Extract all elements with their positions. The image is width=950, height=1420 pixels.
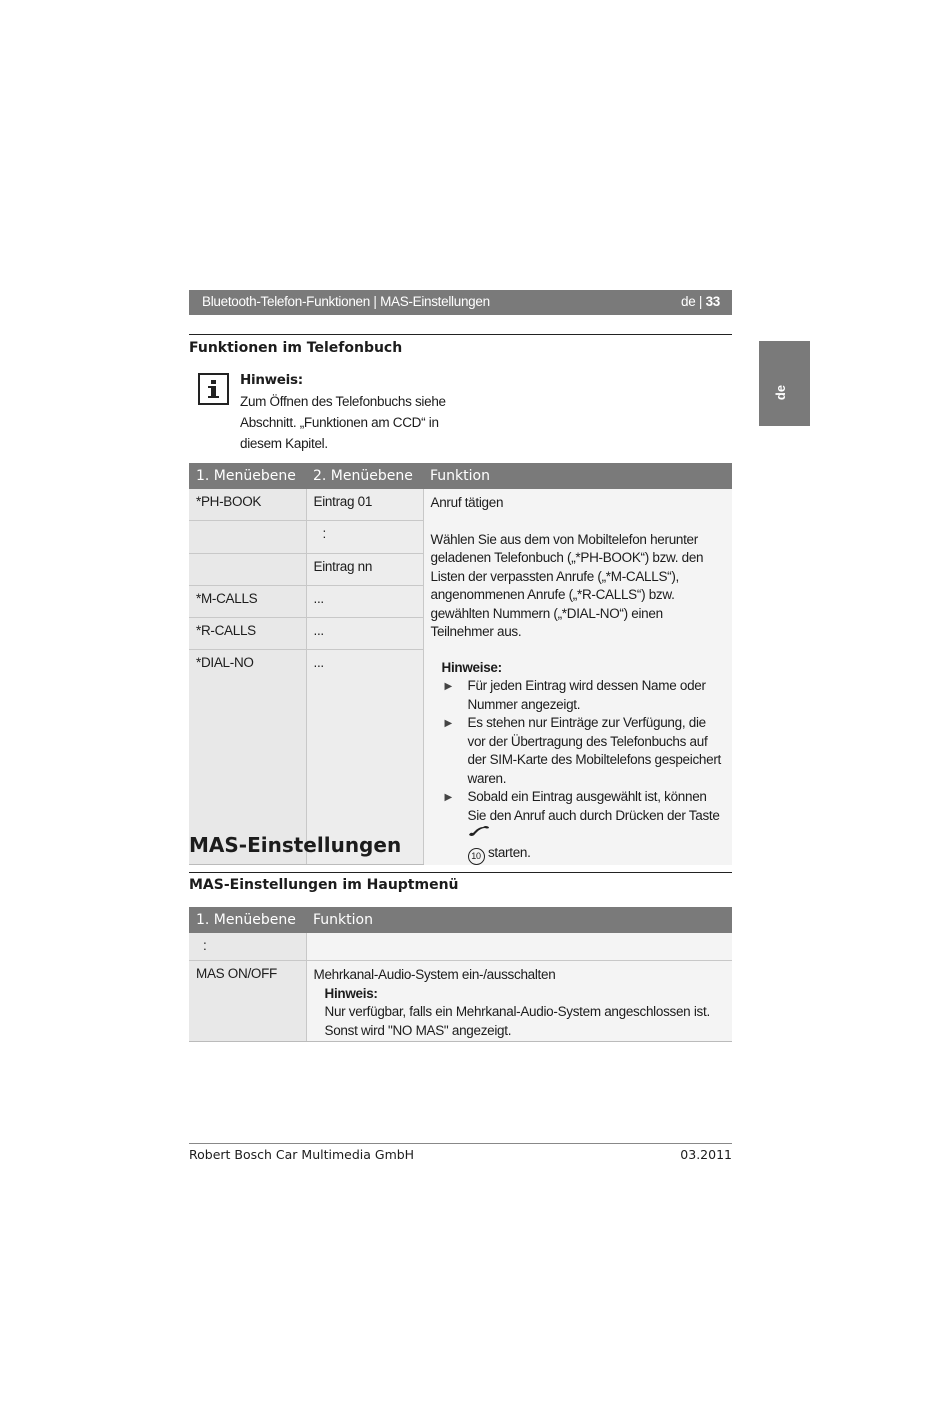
- header-page-number: 33: [705, 294, 720, 309]
- table-cell: :: [189, 933, 306, 961]
- header-page: [681, 294, 720, 309]
- column-header: Funktion: [423, 463, 732, 489]
- table-cell: [189, 521, 306, 553]
- table-header: [189, 463, 732, 489]
- table-cell: [189, 553, 306, 585]
- hint-line: diesem Kapitel.: [240, 436, 328, 451]
- hint-line: Zum Öffnen des Telefonbuchs siehe: [240, 394, 446, 409]
- arrow-icon: ▶: [444, 718, 452, 729]
- table-cell: *PH-BOOK: [189, 489, 306, 521]
- list-item: [442, 788, 726, 865]
- page-title: MAS-Einstellungen: [189, 833, 402, 857]
- function-hint-title: Hinweis:: [324, 985, 378, 1001]
- arrow-icon: ▶: [444, 792, 452, 803]
- column-header: Funktion: [306, 907, 732, 933]
- language-tab: [759, 341, 810, 426]
- list-item-text: Für jeden Eintrag wird dessen Name oder Nummer angezeigt.: [467, 678, 706, 712]
- table-cell: Eintrag nn: [306, 553, 423, 585]
- footer-company: Robert Bosch Car Multimedia GmbH: [189, 1147, 415, 1162]
- page-header: [189, 290, 732, 315]
- language-tab-label: de: [773, 384, 789, 401]
- function-hints-list: [431, 677, 726, 865]
- function-hint-line: Sonst wird "NO MAS" angezeigt.: [324, 1022, 512, 1038]
- phonebook-table: [189, 463, 732, 865]
- footer-divider: [189, 1143, 732, 1144]
- table-cell: [306, 933, 732, 961]
- table-cell: ...: [306, 618, 423, 650]
- table-cell: ...: [306, 650, 423, 865]
- table-row: [189, 489, 732, 521]
- function-description: Wählen Sie aus dem von Mobiltelefon herunter geladenen Telefonbuch („*PH-BOOK“) bzw. den Listen der verpassten Anrufe („*M-CALLS“), angenommenen Anrufe („*R-CALLS“) bzw. gewählten Nummern („*DIAL-NO“) einen Teilnehmer aus.: [430, 531, 704, 639]
- list-item-text: Es stehen nur Einträge zur Verfügung, die vor der Übertragung des Telefonbuchs auf der SIM-Karte des Mobiltelefons gespeichert waren.: [467, 715, 721, 786]
- table-cell: Eintrag 01: [306, 489, 423, 521]
- phone-handset-icon: [468, 825, 490, 837]
- table-cell: *DIAL-NO: [189, 650, 306, 865]
- divider: [189, 872, 732, 873]
- table-row: [189, 933, 732, 961]
- key-suffix: starten.: [487, 844, 531, 860]
- list-item: [442, 677, 726, 714]
- mas-table: [189, 907, 732, 1042]
- header-title: Bluetooth-Telefon-Funktionen | MAS-Einstellungen: [202, 294, 490, 309]
- list-item: [442, 714, 726, 788]
- function-cell: [423, 489, 732, 865]
- function-hints-title: Hinweise:: [441, 659, 502, 675]
- table-row: [189, 961, 732, 1042]
- column-header: 1. Menüebene: [189, 907, 306, 933]
- function-title: Mehrkanal-Audio-System ein-/ausschalten: [313, 967, 556, 982]
- table-cell: *M-CALLS: [189, 585, 306, 617]
- section-title: Funktionen im Telefonbuch: [189, 340, 403, 356]
- column-header: 2. Menüebene: [306, 463, 423, 489]
- arrow-icon: ▶: [444, 681, 452, 692]
- table-cell: ...: [306, 585, 423, 617]
- function-hint-line: Nur verfügbar, falls ein Mehrkanal-Audio-System angeschlossen ist.: [324, 1004, 710, 1019]
- list-item-text: Sobald ein Eintrag ausgewählt ist, können Sie den Anruf auch durch Drücken der Taste: [467, 789, 720, 823]
- divider: [189, 334, 732, 335]
- key-number-icon: 10: [468, 848, 485, 865]
- table-cell: MAS ON/OFF: [189, 961, 306, 1042]
- column-header: 1. Menüebene: [189, 463, 306, 489]
- hint-line: Abschnitt. „Funktionen am CCD“ in: [240, 415, 439, 430]
- table-header: [189, 907, 732, 933]
- header-lang: de |: [681, 294, 703, 309]
- footer-date: 03.2011: [680, 1147, 732, 1162]
- table-cell: *R-CALLS: [189, 618, 306, 650]
- function-cell: [306, 961, 732, 1042]
- hint-box: [240, 370, 446, 454]
- table-cell: :: [306, 521, 423, 553]
- hint-title: Hinweis:: [240, 372, 303, 388]
- section-title: MAS-Einstellungen im Hauptmenü: [189, 877, 459, 893]
- info-icon: [198, 373, 229, 405]
- function-title: Anruf tätigen: [430, 495, 504, 510]
